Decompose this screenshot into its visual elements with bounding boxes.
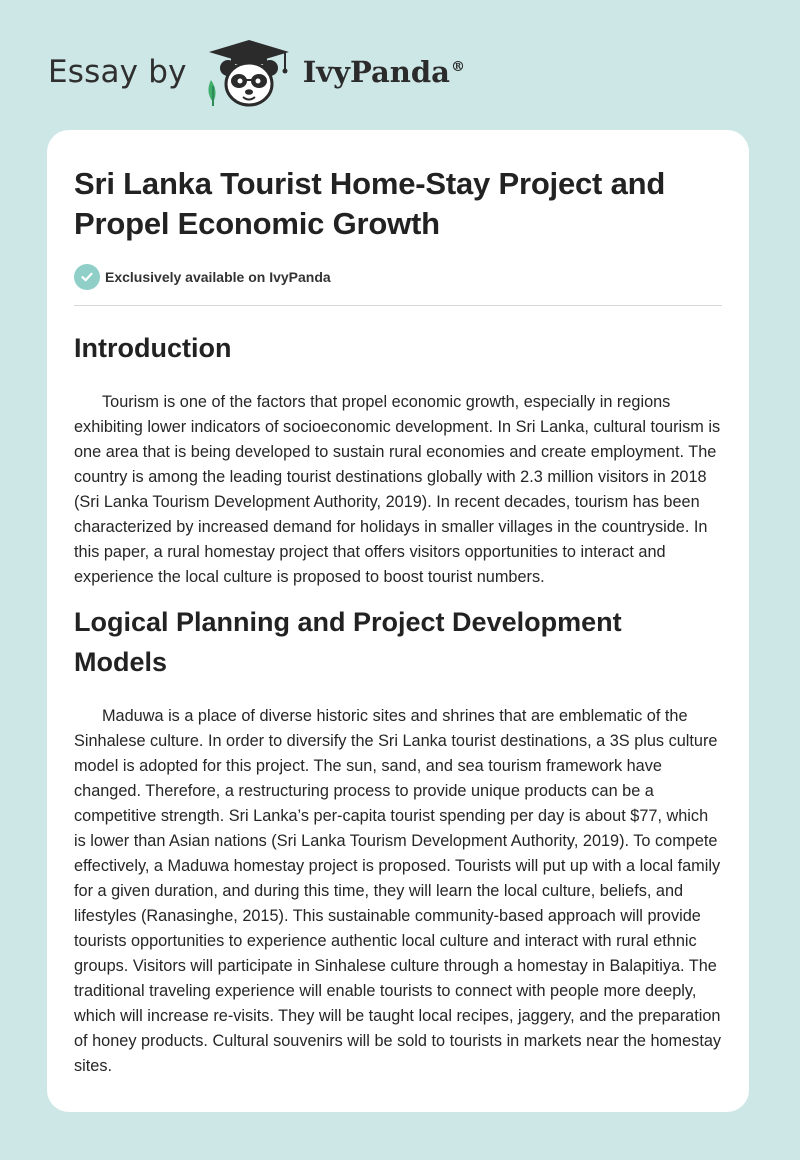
section-paragraph-introduction: Tourism is one of the factors that propel economic growth, especially in regions exhibiting lower indicators of socioeconomic development. In Sri Lanka, cultural tourism is one area that is being developed to sustain rural economies and create employment. The country is among the leading tourist destinations globally with 2.3 million visitors in 2018 (Sri Lanka Tourism Development Authority, 2019). In recent decades, tourism has been characterized by increased demand for holidays in smaller villages in the countryside. In this paper, a rural homestay project that offers visitors opportunities to interact and experience the local culture is proposed to boost tourist numbers. [74,393,721,586]
check-icon [74,264,100,290]
exclusive-badge-text: Exclusively available on IvyPanda [105,269,331,285]
article-title: Sri Lanka Tourist Home-Stay Project and Propel Economic Growth [74,166,666,241]
registered-mark: ® [450,59,465,76]
brand-name[interactable] [303,55,465,89]
site-header [48,36,465,108]
section-heading-introduction: Introduction [74,333,232,363]
panda-graduate-icon[interactable] [201,36,297,108]
brand-name-text: IvyPanda [302,55,450,89]
section-paragraph-logical-planning: Maduwa is a place of diverse historic sites and shrines that are emblematic of the Sinhalese culture. In order to diversify the Sri Lanka tourist destinations, a 3S plus culture model is adopted for this project. The sun, sand, and sea tourism framework have changed. Therefore, a restructuring process to provide unique products can be a competitive strength. Sri Lanka’s per-capita tourist spending per day is about $77, which is lower than Asian nations (Sri Lanka Tourism Development Authority, 2019). To compete effectively, a Maduwa homestay project is proposed. Tourists will put up with a local family for a given duration, and during this time, they will learn the local culture, beliefs, and lifestyles (Ranasinghe, 2015). This sustainable community-based approach will provide tourists opportunities to experience authentic local culture and interact with rural ethnic groups. Visitors will participate in Sinhalese culture through a homestay in Balapitiya. The traditional traveling experience will enable tourists to connect with people more deeply, which will increase re-visits. They will be taught local recipes, jaggery, and the preparation of honey products. Cultural souvenirs will be sold to tourists in markets near the homestay sites. [74,707,722,1075]
article-card [47,130,749,1112]
title-divider [74,305,722,306]
essay-by-label: Essay by [48,54,187,90]
section-heading-logical-planning: Logical Planning and Project Development Models [74,607,622,677]
exclusive-badge [74,262,722,292]
